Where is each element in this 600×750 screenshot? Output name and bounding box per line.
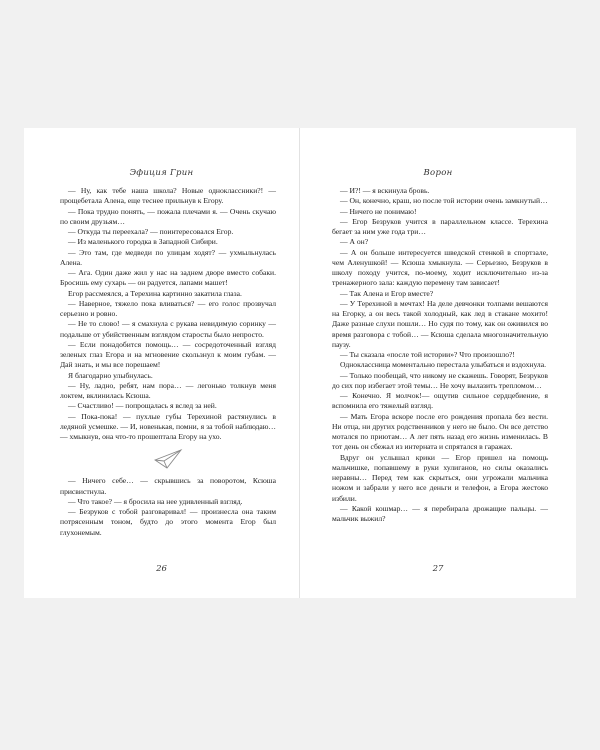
page-number-left: 26 (156, 564, 167, 574)
right-page (300, 128, 576, 598)
paragraph: — Ну, как тебе наша школа? Новые одноклассники?! — прощебетала Алена, еще теснее прильнув к Егору. (60, 186, 276, 206)
book-spread (24, 128, 576, 598)
paragraph: — У Терехиной в мечтах! На деле девчонки толпами вешаются на Егорку, а он весь такой холодный, как лед в стакане мохито! Даже разные слухи пошли… Но судя по тому, как он оживился во время разговора с тобой… — Ксюша сделала многозначительную паузу. (332, 298, 548, 349)
paragraph: — Ага. Один даже жил у нас на заднем дворе вместо собаки. Бросишь ему сухарь — он радуется, лапами машет! (60, 268, 276, 288)
paragraph: — Ничего не понимаю! (340, 206, 417, 216)
running-head-author: Эфиция Грин (129, 168, 194, 178)
paragraph: — Конечно. Я молчок!— ощутив сильное сердцебиение, я вспомнила его тяжелый взгляд. (332, 391, 548, 411)
page-number-right: 27 (432, 564, 444, 574)
paragraph: — Пока трудно понять, — пожала плечами я. — Очень скучаю по своим друзьям… (60, 206, 276, 226)
paragraph: — И?! — я вскинула бровь. (340, 186, 430, 195)
paragraph: — А он? (340, 237, 369, 247)
paragraph: Егор рассмеялся, а Терехина картинно закатила глаза. (68, 288, 242, 298)
paragraph: — Что такое? — я бросила на нее удивленный взгляд. (68, 496, 243, 506)
left-page-text (60, 186, 276, 538)
paragraph: — Не то слово! — я смахнула с рукава невидимую соринку — подальше от убийственным взглядом старосты было непросто. (60, 319, 276, 339)
paragraph: — Ничего себе… — скрывшись за поворотом, Ксюша присвистнула. (60, 476, 276, 496)
running-head-title: Ворон (423, 168, 453, 178)
paragraph: Одноклассница моментально перестала улыбаться и вздохнула. (340, 360, 546, 370)
paragraph: — Если понадобится помощь… — сосредоточенный взгляд зеленых глаз Егора и на мгновение скользнул к моим губам. — Дай знать, и мы все порешаем! (60, 339, 276, 370)
paragraph: Я благодарно улыбнулась. (68, 370, 153, 380)
paragraph: — Наверное, тяжело пока вливаться? — его голос прозвучал серьезно и ровно. (60, 298, 276, 318)
left-top-block (60, 186, 276, 442)
paragraph: — Это там, где медведи по улицам ходят? — ухмыльнулась Алена. (60, 247, 276, 267)
paragraph: Вдруг он услышал крики — Егор пришел на помощь мальчишке, попавшему в руки хулиганов, но силы оказались неравны… Перед тем как скрыться, они угрожали мальчика ножом и забрали у него все деньги и телефон, а Егора жестоко избили. (332, 452, 548, 503)
paragraph: — Из маленького городка в Западной Сибири. (68, 237, 218, 247)
paragraph: — Ты сказала «после той истории»? Что произошло?! (340, 350, 515, 359)
paragraph: — Ну, ладно, ребят, нам пора… — легонько толкнув меня локтем, вклинилась Ксюша. (60, 380, 276, 400)
paragraph: — Так Алена и Егор вместе? (340, 288, 434, 298)
paragraph: — Какой кошмар… — я перебирала дрожащие пальцы. — мальчик выжил? (332, 503, 548, 523)
paragraph: — Он, конечно, краш, но после той истории очень замкнутый… (340, 196, 548, 206)
paper-plane-icon (153, 448, 183, 470)
paragraph: — Откуда ты переехала? — поинтересовался Егор. (68, 227, 234, 236)
paragraph: — Егор Безруков учится в параллельном классе. Терехина бегает за ним уже года три… (332, 216, 548, 236)
paragraph: — А он больше интересуется шведской стенкой в спортзале, чем Аленушкой! — Ксюша хмыкнула. — Серьезно, Безруков в школу походу учится, по-моему, ходит исключительно из-за тренажерного зала: каждую перемену там зависает! (332, 247, 548, 288)
paragraph: — Пока-пока! — пухлые губы Терехиной растянулись в ледяной усмешке. — И, новенькая, помни, я за тобой наблюдаю… — хмыкнув, она что-то прошептала Егору на ухо. (60, 411, 276, 441)
paragraph: — Только пообещай, что никому не скажешь. Говорят, Безруков до сих пор избегает этой темы… Не хочу вылазить трепломом… (332, 370, 548, 390)
paragraph: — Безруков с тобой разговаривал! — произнесла она таким потрясенным тоном, будто до этого момента Егор был глухонемым. (60, 507, 276, 537)
right-page-text (332, 186, 548, 524)
paragraph: — Счастливо! — попрощалась я вслед за ней. (68, 401, 217, 411)
left-bottom-block (60, 476, 276, 538)
paragraph: — Мать Егора вскоре после его рождения пропала без вести. Ни отца, ни других родственников у него не было. Он все детство мотался по приютам… А лет пять назад его жизнь изменилась. В тот день он сбежал из интерната и спрятался в гаражах. (332, 411, 548, 452)
left-page (24, 128, 300, 598)
